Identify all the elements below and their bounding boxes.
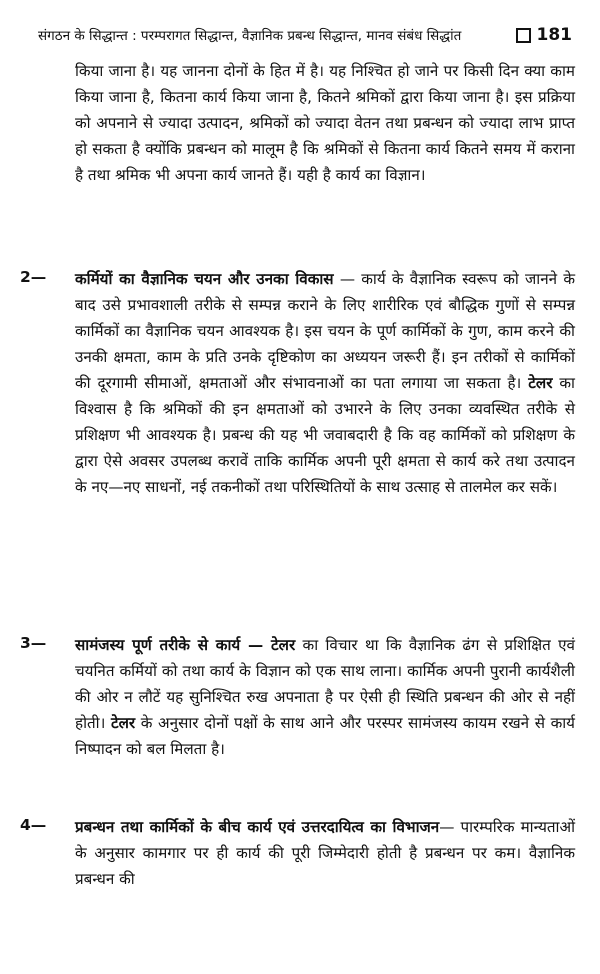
item-text-2b: का विश्वास है कि श्रमिकों की इन क्षमताओं को उभारने के लिए उनका व्यवस्थित तरीके से प्रशिक्षण भी आवश्यक है। प्रबन्ध की यह भी जवाबदारी है कि वह कार्मिकों को प्रशिक्षण के द्वारा ऐसे अवसर उपलब्ध करावें ताकि कार्मिक अपनी पूरी क्षमता से कार्य करे तथा उत्पादन के नए—नए साधनों, नई तकनीकों तथा परिस्थितियों के साथ उत्साह से तालमेल कर सकें। bbox=[75, 374, 575, 496]
item-number-2: 2— bbox=[20, 268, 47, 286]
item-text-4a: — पारम्परिक मान्यताओं के अनुसार कामगार पर ही कार्य की पूरी जिम्मेदारी होती है प्रबन्धन पर कम। वैज्ञानिक प्रबन्धन की bbox=[75, 818, 575, 888]
item-paragraph-4 bbox=[75, 814, 575, 892]
item-heading-2: कर्मियों का वैज्ञानिक चयन और उनका विकास bbox=[75, 270, 334, 288]
intro-paragraph: किया जाना है। यह जानना दोनों के हित में है। यह निश्चित हो जाने पर किसी दिन क्या काम किया जाना है, कितना कार्य किया जाना है, कितने श्रमिकों द्वारा किया जाना है। इस प्रक्रिया को अपनाने से ज्यादा उत्पादन, श्रमिकों को ज्यादा वेतन तथा प्रबन्धन को ज्यादा लाभ प्राप्त हो सकता है क्योंकि प्रबन्धन को मालूम है कि श्रमिकों से कितना कार्य कितने समय में कराना है तथा श्रमिक भी अपना कार्य जानते हैं। यही है कार्य का विज्ञान। bbox=[75, 62, 575, 184]
item-number-3: 3— bbox=[20, 634, 47, 652]
taylor-name: टेलर bbox=[110, 714, 136, 732]
running-header bbox=[38, 22, 572, 48]
item-paragraph-2 bbox=[75, 266, 575, 500]
item-heading-4: प्रबन्धन तथा कार्मिकों के बीच कार्य एवं उत्तरदायित्व का विभाजन bbox=[75, 818, 440, 836]
page-number: 181 bbox=[536, 25, 572, 45]
item-heading-3-dash: — bbox=[240, 636, 272, 654]
item-number-4: 4— bbox=[20, 816, 47, 834]
square-bullet-icon bbox=[516, 28, 531, 43]
taylor-name: टेलर bbox=[271, 636, 296, 654]
item-paragraph-3 bbox=[75, 632, 575, 762]
running-title: संगठन के सिद्धान्त : परम्परागत सिद्धान्त, वैज्ञानिक प्रबन्ध सिद्धान्त, मानव संबंध सिद्धांत bbox=[38, 28, 462, 44]
item-text-3b: के अनुसार दोनों पक्षों के साथ आने और परस्पर सामंजस्य कायम रखने से कार्य निष्पादन को बल मिलता है। bbox=[75, 714, 575, 758]
taylor-name: टेलर bbox=[528, 374, 553, 392]
item-heading-3: सामंजस्य पूर्ण तरीके से कार्य bbox=[75, 636, 241, 654]
item-text-2a: — कार्य के वैज्ञानिक स्वरूप को जानने के बाद उसे प्रभावशाली तरीके से सम्पन्न कराने के लिए शारीरिक एवं बौद्धिक गुणों से सम्पन्न कार्मिकों का वैज्ञानिक चयन आवश्यक है। इस चयन के पूर्ण कार्मिकों के गुण, काम करने की उनकी क्षमता, काम के प्रति उनके दृष्टिकोण का अध्ययन जरूरी हैं। इन तरीकों से कार्मिकों की दूरगामी सीमाओं, क्षमताओं और संभावनाओं का पता लगाया जा सकता है। bbox=[75, 270, 575, 392]
item-text-3a: का विचार था कि वैज्ञानिक ढंग से प्रशिक्षित एवं चयनित कर्मियों को तथा कार्य के विज्ञान को एक साथ लाना। कार्मिक अपनी पुरानी कार्यशैली की ओर न लौटें यह सुनिश्चित रुख अपनाता है पर ऐसी ही स्थिति प्रबन्धन की ओर से नहीं होती। bbox=[75, 636, 575, 732]
page-number-group bbox=[516, 25, 573, 45]
